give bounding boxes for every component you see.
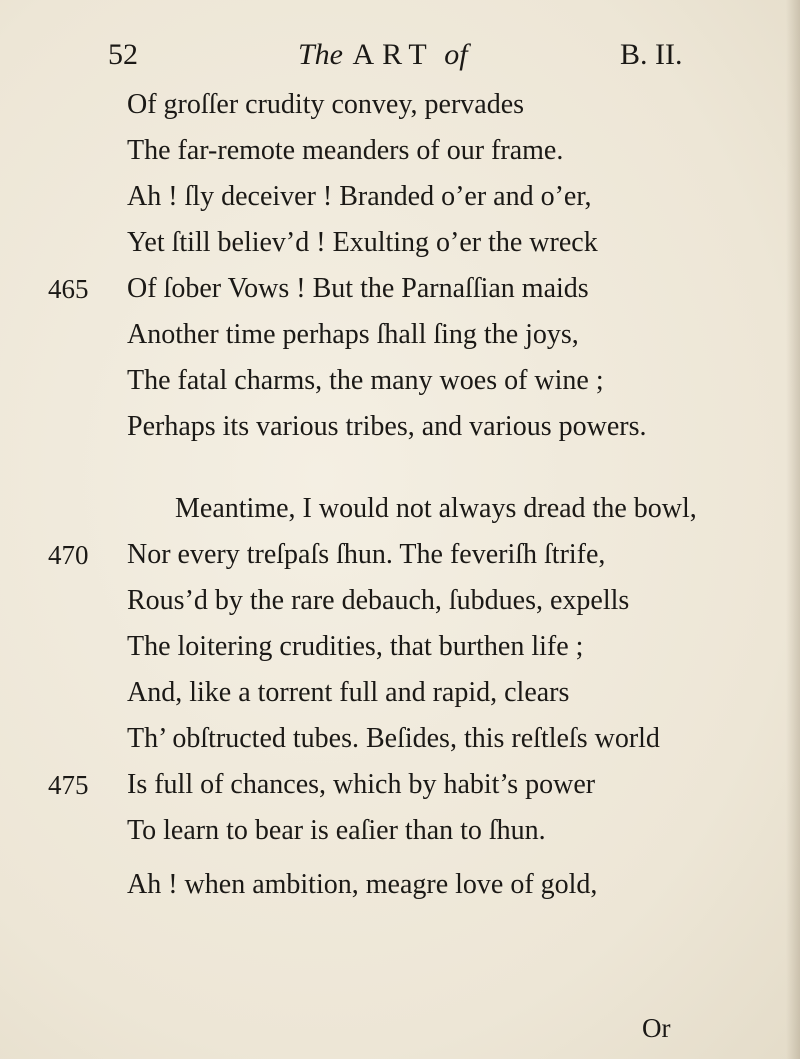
line-text: Yet ſtill believ’d ! Exulting o’er the wreck [127,227,598,258]
line-text: The fatal charms, the many woes of wine ; [127,365,604,396]
line-text: Nor every treſpaſs ſhun. The feveriſh ſtrife, [127,539,606,570]
verse-line [0,811,800,851]
verse-line [0,865,800,905]
line-text: Ah ! when ambition, meagre love of gold, [127,869,598,900]
book-reference: B. II. [620,38,683,71]
verse-line [0,535,800,575]
running-head [0,38,800,78]
line-text: Th’ obſtructed tubes. Beſides, this reſtleſs world [127,723,660,754]
verse-line [0,131,800,171]
page-number: 52 [108,38,138,71]
line-number: 465 [48,274,89,304]
verse-line [0,489,800,529]
verse-line [0,407,800,447]
title-the: The [298,38,343,71]
verse-line [0,719,800,759]
line-text: Perhaps its various tribes, and various powers. [127,411,647,442]
line-text: Ah ! ſly deceiver ! Branded o’er and o’er, [127,181,592,212]
verse-line [0,673,800,713]
line-number: 475 [48,770,89,800]
line-text: Of groſſer crudity convey, pervades [127,89,525,120]
verse-line [0,627,800,667]
verse-line [0,223,800,263]
line-text: Is full of chances, which by habit’s power [127,769,596,800]
line-number: 470 [48,540,89,570]
line-text: The far-remote meanders of our frame. [127,135,564,166]
title-art: ART [352,38,435,71]
verse-line [0,269,800,309]
line-text: Another time perhaps ſhall ſing the joys, [127,319,579,350]
line-text: And, like a torrent full and rapid, clears [127,677,570,708]
line-text: The loitering crudities, that burthen life ; [127,631,584,662]
verse-line [0,581,800,621]
verse-line [0,85,800,125]
line-text: To learn to bear is eaſier than to ſhun. [127,815,546,846]
catchword: Or [642,1013,671,1043]
running-title [298,38,468,72]
line-text: Meantime, I would not always dread the bowl, [175,493,697,524]
verse-line [0,765,800,805]
title-of: of [444,38,468,71]
verse-line [0,315,800,355]
verse-line [0,361,800,401]
line-text: Of ſober Vows ! But the Parnaſſian maids [127,273,589,304]
verse-line [0,177,800,217]
line-text: Rous’d by the rare debauch, ſubdues, expells [127,585,630,616]
